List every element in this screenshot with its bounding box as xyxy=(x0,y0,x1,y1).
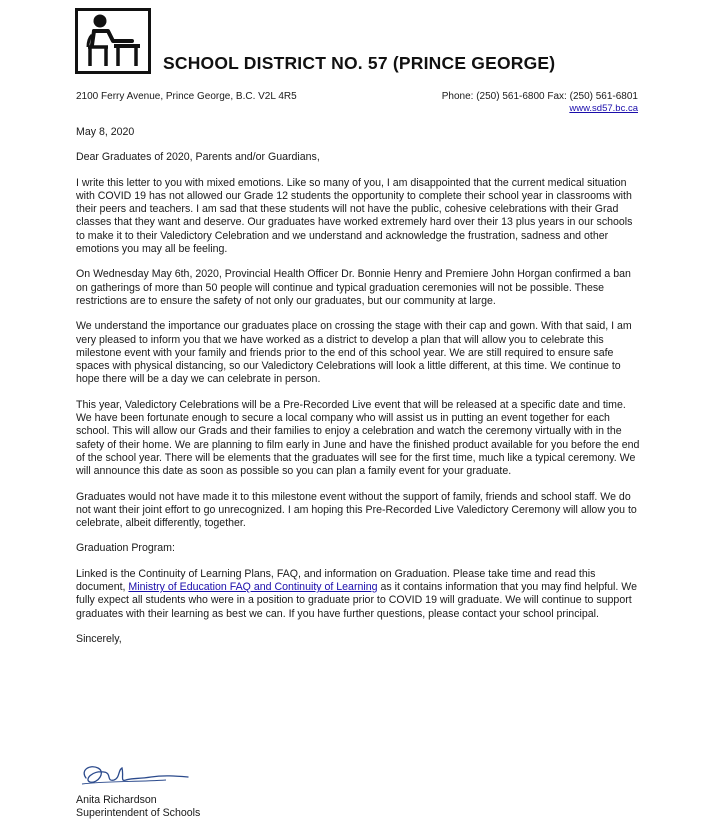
handwritten-signature xyxy=(76,760,196,790)
district-address: 2100 Ferry Avenue, Prince George, B.C. V2L 4R5 xyxy=(76,91,297,102)
ministry-faq-link[interactable]: Ministry of Education FAQ and Continuity of Learning xyxy=(128,581,378,594)
district-logo xyxy=(75,8,151,74)
signer-title: Superintendent of Schools xyxy=(76,807,201,820)
program-text-after: as it contains information that you may find helpful. We fully expect all students who were in a position to graduate prior to COVID 19 will graduate. We will continue to support graduates with their learning as best we can. If you have further questions, please contact your school principal. xyxy=(76,581,638,620)
program-paragraph xyxy=(76,568,642,621)
signer-block xyxy=(76,794,200,821)
contact-info xyxy=(442,91,638,115)
program-text-before: Linked is the Continuity of Learning Plans, FAQ, and information on Graduation. Please take time and read this document, xyxy=(76,567,596,594)
letter-body xyxy=(76,126,642,658)
district-name: SCHOOL DISTRICT NO. 57 (PRINCE GEORGE) xyxy=(163,53,556,73)
salutation: Dear Graduates of 2020, Parents and/or Guardians, xyxy=(76,151,320,164)
signer-name: Anita Richardson xyxy=(76,794,157,806)
paragraph-4: This year, Valedictory Celebrations will be a Pre-Recorded Live event that will be released at a specific date and time. We have been fortunate enough to secure a local company who will assist us in putting an event together for each school. This will allow our Grads and their families to enjoy a celebration and watch the ceremony virtually with in the safety of their home. We are planning to film early in June and have the finished product available for you before the end of the school year. There will be elements that the graduates will see for the first time, much like a typical ceremony. We will announce this date as soon as possible so you can plan a family event for your graduate. xyxy=(76,398,640,478)
paragraph-5: Graduates would not have made it to this milestone event without the support of family, friends and school staff. We do not want their joint effort to go unrecognized. I am hoping this Pre-Recorded Live Valedictory Ceremony will allow you to celebrate, albeit differently, together. xyxy=(76,490,637,530)
program-heading: Graduation Program: xyxy=(76,542,175,555)
paragraph-3: We understand the importance our graduates place on crossing the stage with their cap and gown. With that said, I am very pleased to inform you that we have worked as a district to develop a plan that will allow you to celebrate this milestone event with your family and friends prior to the end of this school year. We are still required to ensure safe spaces with physical distancing, so our Valedictory Celebrations will look a little different, at this time. We continue to hope there will be a day we can celebrate in person. xyxy=(76,320,632,386)
student-at-desk-icon xyxy=(78,11,148,71)
closing: Sincerely, xyxy=(76,632,122,645)
website-link[interactable]: www.sd57.bc.ca xyxy=(569,103,638,114)
paragraph-2: On Wednesday May 6th, 2020, Provincial Health Officer Dr. Bonnie Henry and Premiere John Horgan confirmed a ban on gatherings of more than 50 people will continue and typical graduation ceremonies will not be possible. These restrictions are to ensure the safety of not only our graduates, but our community at large. xyxy=(76,268,631,307)
phone-fax: Phone: (250) 561-6800 Fax: (250) 561-6801 xyxy=(441,91,638,102)
letter-date: May 8, 2020 xyxy=(76,126,135,138)
paragraph-1: I write this letter to you with mixed emotions. Like so many of you, I am disappointed that the current medical situation with COVID 19 has not allowed our Grade 12 students the opportunity to complete their school year in classrooms with their peers and teachers. I am sad that these students will not have the public, cohesive celebrations with their Grad classes that they want and deserve. Our graduates have worked extremely hard over their 13 plus years in our schools to make it to their Valedictory Celebration and we understand and acknowledge the frustration, sadness and other emotions you may all be feeling. xyxy=(76,176,633,256)
